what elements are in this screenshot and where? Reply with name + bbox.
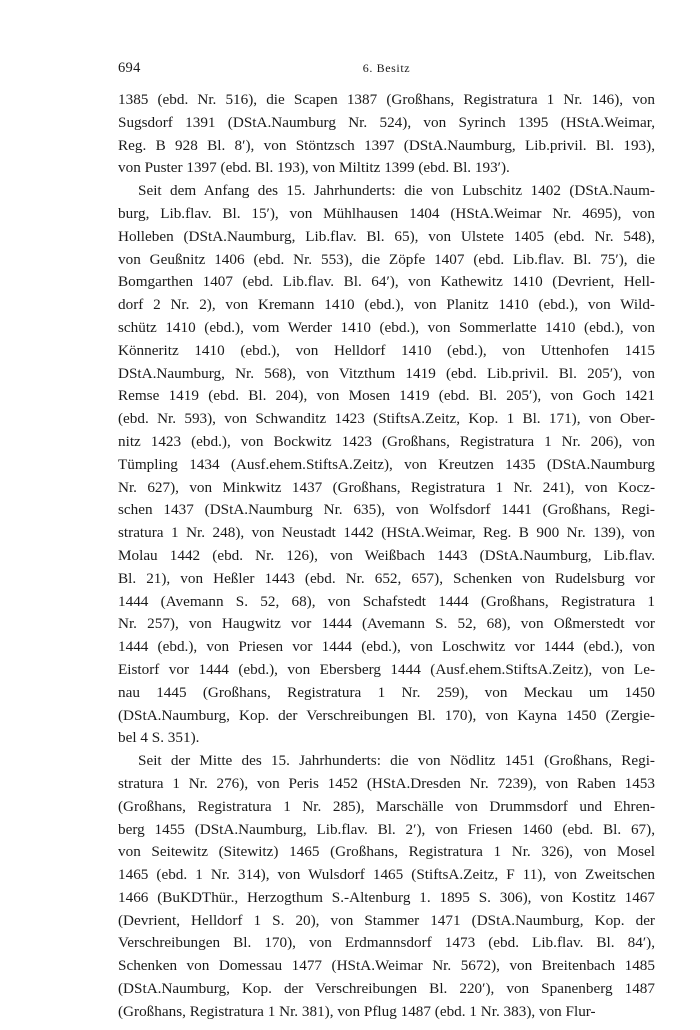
text-line: Molau 1442 (ebd. Nr. 126), von Weißbach 1443 (DStA.Naumburg, Lib.flav.	[118, 546, 655, 564]
text-line: Bl. 21), von Heßler 1443 (ebd. Nr. 652, 657), Schenken von Rudelsburg vor	[118, 569, 655, 587]
text-line: Holleben (DStA.Naumburg, Lib.flav. Bl. 65), von Ulstete 1405 (ebd. Nr. 548),	[118, 227, 655, 245]
text-line: (ebd. Nr. 593), von Schwanditz 1423 (StiftsA.Zeitz, Kop. 1 Bl. 171), von Ober-	[118, 410, 655, 428]
text-line: nau 1445 (Großhans, Registratura 1 Nr. 259), von Meckau um 1450	[118, 683, 655, 701]
text-line: Eistorf vor 1444 (ebd.), von Ebersberg 1444 (Ausf.ehem.StiftsA.Zeitz), von Le-	[118, 660, 655, 678]
text-line: DStA.Naumburg, Nr. 568), von Vitzthum 1419 (ebd. Lib.privil. Bl. 205′), von	[118, 364, 655, 382]
text-line: (DStA.Naumburg, Kop. der Verschreibungen Bl. 170), von Kayna 1450 (Zergie-	[118, 706, 655, 724]
text-line: Tümpling 1434 (Ausf.ehem.StiftsA.Zeitz), von Kreutzen 1435 (DStA.Naumburg	[118, 455, 655, 473]
text-line: von Puster 1397 (ebd. Bl. 193), von Miltitz 1399 (ebd. Bl. 193′).	[118, 159, 510, 177]
text-line: Seit der Mitte des 15. Jahrhunderts: die von Nödlitz 1451 (Großhans, Regi-	[138, 752, 655, 770]
text-line: von Seitewitz (Sitewitz) 1465 (Großhans, Registratura 1 Nr. 326), von Mosel	[118, 843, 655, 861]
text-line: 1466 (BuKDThür., Herzogthum S.-Altenburg 1. 1895 S. 306), von Kostitz 1467	[118, 888, 655, 906]
chapter-title: 6. Besitz	[362, 61, 411, 75]
text-line: Verschreibungen Bl. 170), von Erdmannsdorf 1473 (ebd. Lib.flav. Bl. 84′),	[118, 934, 655, 952]
text-line: 1444 (ebd.), von Priesen vor 1444 (ebd.), von Loschwitz vor 1444 (ebd.), von	[118, 638, 655, 656]
text-line: (Devrient, Helldorf 1 S. 20), von Stammer 1471 (DStA.Naumburg, Kop. der	[118, 911, 655, 929]
text-line: stratura 1 Nr. 248), von Neustadt 1442 (HStA.Weimar, Reg. B 900 Nr. 139), von	[118, 524, 655, 542]
paragraph	[118, 180, 655, 750]
text-line: Reg. B 928 Bl. 8′), von Stöntzsch 1397 (DStA.Naumburg, Lib.privil. Bl. 193),	[118, 136, 655, 154]
text-line: stratura 1 Nr. 276), von Peris 1452 (HStA.Dresden Nr. 7239), von Raben 1453	[118, 774, 655, 792]
text-line: Bomgarthen 1407 (ebd. Lib.flav. Bl. 64′), von Kathewitz 1410 (Devrient, Hell-	[118, 273, 655, 291]
paragraph	[118, 750, 655, 1024]
text-line: schütz 1410 (ebd.), vom Werder 1410 (ebd.), von Sommerlatte 1410 (ebd.), von	[118, 318, 655, 336]
text-line: Schenken von Domessau 1477 (HStA.Weimar Nr. 5672), von Breitenbach 1485	[118, 957, 655, 975]
text-line: (Großhans, Registratura 1 Nr. 381), von Pflug 1487 (ebd. 1 Nr. 383), von Flur-	[118, 1002, 596, 1020]
text-line: dorf 2 Nr. 2), von Kremann 1410 (ebd.), von Planitz 1410 (ebd.), von Wild-	[118, 296, 655, 314]
text-line: Remse 1419 (ebd. Bl. 204), von Mosen 1419 (ebd. Bl. 205′), von Goch 1421	[118, 387, 655, 405]
text-line: burg, Lib.flav. Bl. 15′), von Mühlhausen 1404 (HStA.Weimar Nr. 4695), von	[118, 204, 655, 222]
text-line: Könneritz 1410 (ebd.), von Helldorf 1410 (ebd.), von Uttenhofen 1415	[118, 341, 655, 359]
text-line: 1385 (ebd. Nr. 516), die Scapen 1387 (Großhans, Registratura 1 Nr. 146), von	[118, 91, 655, 108]
text-line: 1465 (ebd. 1 Nr. 314), von Wulsdorf 1465 (StiftsA.Zeitz, F 11), von Zweitschen	[118, 866, 655, 884]
text-line: berg 1455 (DStA.Naumburg, Lib.flav. Bl. 2′), von Friesen 1460 (ebd. Bl. 67),	[118, 820, 655, 838]
book-page	[118, 60, 655, 1024]
body-text	[118, 89, 655, 1024]
text-line: Sugsdorf 1391 (DStA.Naumburg Nr. 524), von Syrinch 1395 (HStA.Weimar,	[118, 113, 655, 131]
text-line: Nr. 627), von Minkwitz 1437 (Großhans, Registratura 1 Nr. 241), von Kocz-	[118, 478, 655, 496]
page-number: 694	[118, 60, 141, 76]
text-line: bel 4 S. 351).	[118, 729, 200, 747]
text-line: (DStA.Naumburg, Kop. der Verschreibungen Bl. 220′), von Spanenberg 1487	[118, 980, 655, 998]
text-line: nitz 1423 (ebd.), von Bockwitz 1423 (Großhans, Registratura 1 Nr. 206), von	[118, 432, 655, 450]
text-line: schen 1437 (DStA.Naumburg Nr. 635), von Wolfsdorf 1441 (Großhans, Regi-	[118, 501, 655, 519]
running-header	[118, 60, 655, 82]
text-line: Nr. 257), von Haugwitz vor 1444 (Avemann S. 52, 68), von Oßmerstedt vor	[118, 615, 655, 633]
paragraph	[118, 89, 655, 180]
text-line: Seit dem Anfang des 15. Jahrhunderts: die von Lubschitz 1402 (DStA.Naum-	[138, 182, 655, 200]
text-line: von Geußnitz 1406 (ebd. Nr. 553), die Zöpfe 1407 (ebd. Lib.flav. Bl. 75′), die	[118, 250, 655, 268]
text-line: (Großhans, Registratura 1 Nr. 285), Marschälle von Drummsdorf und Ehren-	[118, 797, 655, 815]
text-line: 1444 (Avemann S. 52, 68), von Schafstedt 1444 (Großhans, Registratura 1	[118, 592, 655, 610]
